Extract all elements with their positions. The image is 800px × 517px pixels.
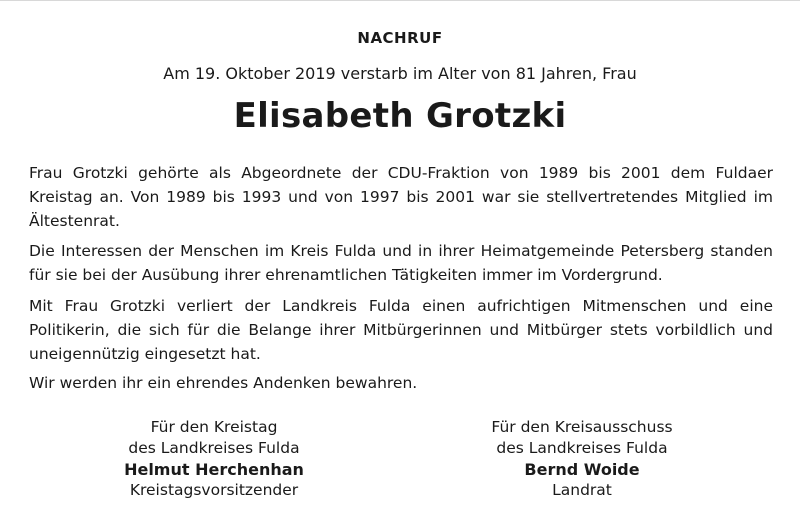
- signature-line: des Landkreises Fulda: [496, 439, 668, 457]
- signer-role: Landrat: [552, 481, 612, 499]
- notice-paragraph: Die Interessen der Menschen im Kreis Fulda und in ihrer Heimatgemeinde Petersberg standen für sie bei der Ausübung ihrer ehrenamtlichen Tätigkeiten immer im Vordergrund.: [29, 242, 773, 284]
- notice-paragraph: Mit Frau Grotzki verliert der Landkreis Fulda einen aufrichtigen Mitmenschen und eine Politikerin, die sich für die Belange ihrer Mitbürgerinnen und Mitbürger stets vorbildlich und uneigennützig eingesetzt hat.: [29, 297, 773, 363]
- signer-name: Helmut Herchenhan: [124, 460, 304, 479]
- notice-intro: Am 19. Oktober 2019 verstarb im Alter von 81 Jahren, Frau: [163, 64, 637, 83]
- deceased-name: Elisabeth Grotzki: [233, 96, 567, 136]
- notice-heading: NACHRUF: [357, 29, 443, 47]
- signature-line: Für den Kreistag: [150, 418, 278, 436]
- notice-closing: Wir werden ihr ein ehrendes Andenken bewahren.: [29, 374, 418, 392]
- signature-block-kreisausschuss: [432, 417, 732, 501]
- signer-role: Kreistagsvorsitzender: [129, 481, 299, 499]
- signature-line: Für den Kreisausschuss: [491, 418, 673, 436]
- signature-line: des Landkreises Fulda: [128, 439, 300, 457]
- signature-block-kreistag: [64, 417, 364, 501]
- notice-paragraph: Frau Grotzki gehörte als Abgeordnete der CDU-Fraktion von 1989 bis 2001 dem Fuldaer Kreistag an. Von 1989 bis 1993 und von 1997 bis 2001 war sie stellvertretendes Mitglied im Ältestenrat.: [29, 164, 773, 230]
- signer-name: Bernd Woide: [524, 460, 640, 479]
